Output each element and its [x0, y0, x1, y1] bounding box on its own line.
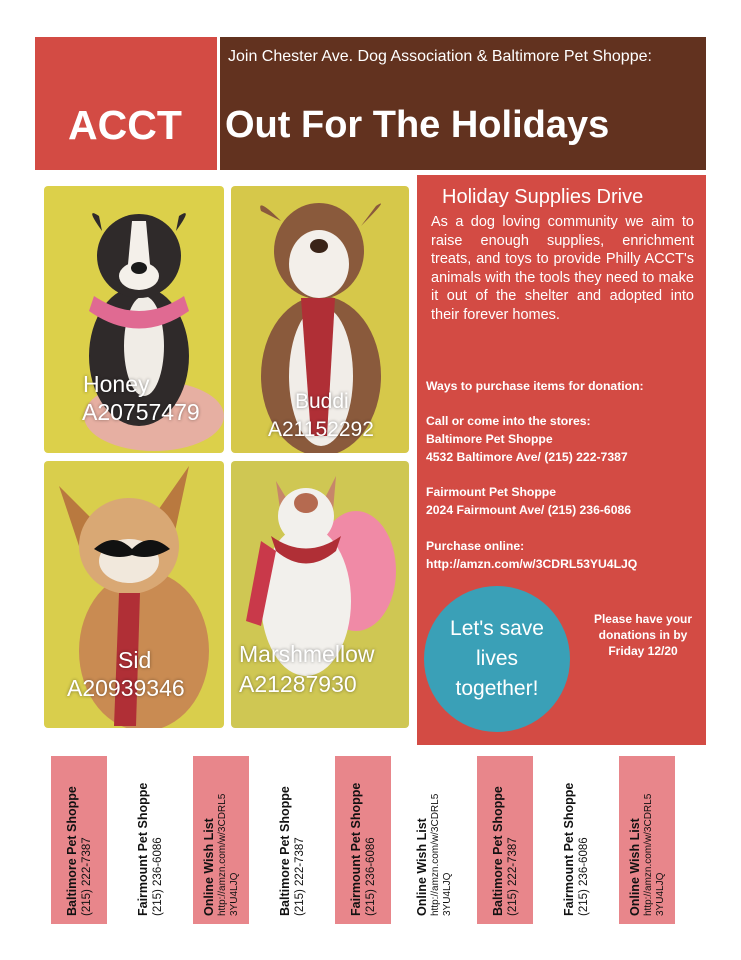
store2-name: Fairmount Pet Shoppe	[426, 485, 557, 499]
tab-title: Baltimore Pet Shoppe	[490, 786, 505, 916]
store1-detail: 4532 Baltimore Ave/ (215) 222-7387	[426, 450, 628, 464]
tab-title: Baltimore Pet Shoppe	[277, 786, 292, 916]
dog-id-buddi: A21152292	[268, 418, 374, 441]
dog-name-buddi: Buddi	[295, 390, 349, 413]
tear-tab-baltimore[interactable]	[51, 756, 107, 924]
deadline-line-2: donations in by	[598, 628, 688, 642]
tear-tab-fairmount[interactable]	[122, 756, 178, 924]
dog-id-sid: A20939346	[67, 675, 185, 701]
tab-url: http://amzn.com/w/3CDRL5	[643, 793, 654, 916]
circle-line-1: Let's save	[450, 617, 544, 640]
store2-detail: 2024 Fairmount Ave/ (215) 236-6086	[426, 503, 632, 517]
tab-phone: (215) 236-6086	[151, 837, 164, 916]
lets-save-lives-circle	[424, 586, 570, 732]
online-heading: Purchase online:	[426, 539, 525, 553]
tab-title: Baltimore Pet Shoppe	[64, 786, 79, 916]
dog-name-honey: Honey	[83, 371, 150, 397]
tab-url-cont: 3YU4LJQ	[655, 872, 666, 916]
header-title-acct: ACCT	[68, 102, 182, 148]
deadline-line-3: Friday 12/20	[608, 644, 678, 658]
dog-name-sid: Sid	[118, 647, 152, 673]
tab-title: Online Wish List	[628, 818, 642, 916]
tab-phone: (215) 236-6086	[364, 837, 377, 916]
deadline-line-1: Please have your	[593, 612, 693, 626]
tab-title: Fairmount Pet Shoppe	[561, 782, 576, 916]
tab-title: Fairmount Pet Shoppe	[135, 782, 150, 916]
tab-phone: (215) 222-7387	[506, 837, 519, 916]
circle-line-3: together!	[455, 677, 539, 700]
header-subtitle: Join Chester Ave. Dog Association & Baltimore Pet Shoppe:	[228, 48, 652, 65]
dog-id-marshmellow: A21287930	[239, 671, 357, 697]
call-heading: Call or come into the stores:	[426, 414, 591, 428]
tear-tab-wishlist[interactable]	[406, 756, 462, 924]
tab-phone: (215) 222-7387	[293, 837, 306, 916]
drive-description: As a dog loving community we aim to raise enough supplies, enrichment treats, and toys to provide Philly ACCT's animals with the tools they need to make it out of the shelter and adopted into their forever homes.	[431, 214, 694, 323]
online-url: http://amzn.com/w/3CDRL53YU4LJQ	[426, 557, 638, 571]
tab-url-cont: 3YU4LJQ	[229, 872, 240, 916]
tear-tab-baltimore[interactable]	[264, 756, 320, 924]
tear-tab-baltimore[interactable]	[477, 756, 533, 924]
tab-title: Online Wish List	[415, 818, 429, 916]
circle-line-2: lives	[475, 647, 518, 670]
deadline-note	[583, 611, 703, 659]
ways-heading: Ways to purchase items for donation:	[426, 379, 644, 393]
tab-phone: (215) 222-7387	[80, 837, 93, 916]
store1-name: Baltimore Pet Shoppe	[426, 432, 553, 446]
tab-url-cont: 3YU4LJQ	[442, 872, 453, 916]
tear-tab-wishlist[interactable]	[193, 756, 249, 924]
tab-title: Online Wish List	[202, 818, 216, 916]
dog-id-honey: A20757479	[82, 399, 200, 425]
tab-phone: (215) 236-6086	[577, 837, 590, 916]
tear-tab-fairmount[interactable]	[548, 756, 604, 924]
header-title-holidays: Out For The Holidays	[225, 104, 610, 146]
drive-title: Holiday Supplies Drive	[442, 186, 644, 208]
tab-url: http://amzn.com/w/3CDRL5	[217, 793, 228, 916]
dog-name-marshmellow: Marshmellow	[239, 641, 375, 667]
tear-tab-fairmount[interactable]	[335, 756, 391, 924]
tab-url: http://amzn.com/w/3CDRL5	[430, 793, 441, 916]
tear-tab-wishlist[interactable]	[619, 756, 675, 924]
tab-title: Fairmount Pet Shoppe	[348, 782, 363, 916]
